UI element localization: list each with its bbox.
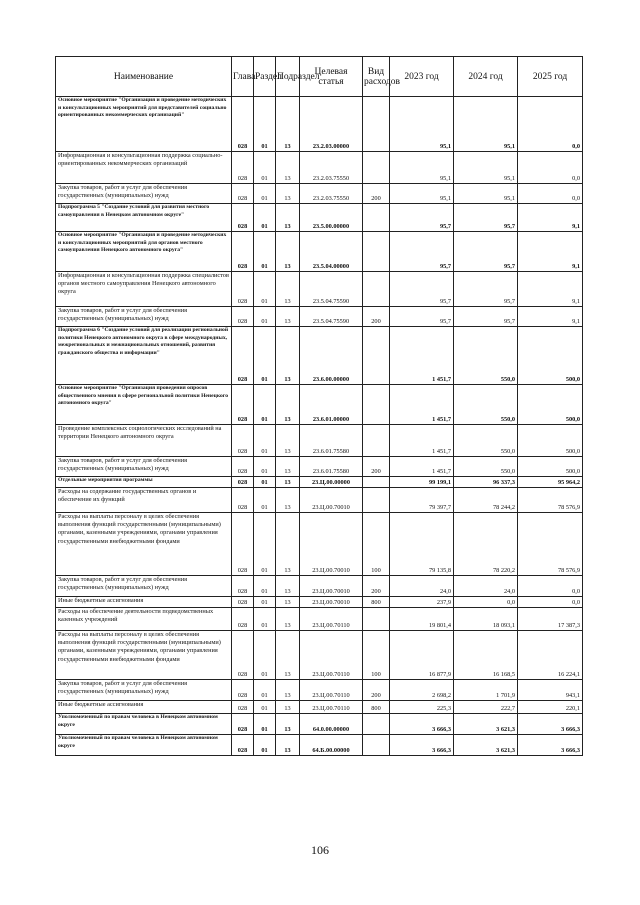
cell-statya: 23.5.04.75590 <box>300 272 363 307</box>
cell-2024: 550,0 <box>454 425 518 457</box>
cell-vid <box>363 204 390 232</box>
cell-glava: 028 <box>232 488 254 513</box>
cell-name: Расходы на выплаты персоналу в целях обеспечения выполнения функций государственными (муниципальными) органами, казенными учреждениями, органами управления государственными внебюджетными фондами <box>56 513 232 576</box>
table-row <box>56 608 583 631</box>
cell-name: Уполномоченный по правам человека в Ненецком автономном округе <box>56 714 232 735</box>
cell-podrazdel: 13 <box>276 488 300 513</box>
cell-2023: 1 451,7 <box>390 327 454 385</box>
cell-statya: 23.2.03.00000 <box>300 97 363 152</box>
page-number: 106 <box>311 843 329 857</box>
cell-statya: 23.6.00.00000 <box>300 327 363 385</box>
table-row <box>56 152 583 184</box>
cell-2023: 79 397,7 <box>390 488 454 513</box>
cell-2023: 1 451,7 <box>390 385 454 425</box>
cell-name: Закупка товаров, работ и услуг для обеспечения государственных (муниципальных) нужд <box>56 307 232 327</box>
cell-vid <box>363 327 390 385</box>
cell-glava: 028 <box>232 152 254 184</box>
cell-razdel: 01 <box>254 385 276 425</box>
cell-2023: 79 135,8 <box>390 513 454 576</box>
cell-glava: 028 <box>232 232 254 272</box>
cell-podrazdel: 13 <box>276 608 300 631</box>
cell-2025: 17 387,3 <box>518 608 583 631</box>
cell-2024: 1 701,9 <box>454 680 518 701</box>
cell-2025: 9,1 <box>518 204 583 232</box>
cell-2024: 95,1 <box>454 152 518 184</box>
cell-2024: 550,0 <box>454 457 518 477</box>
cell-glava: 028 <box>232 425 254 457</box>
table-row <box>56 385 583 425</box>
cell-2025: 0,0 <box>518 184 583 204</box>
cell-glava: 028 <box>232 97 254 152</box>
cell-podrazdel: 13 <box>276 152 300 184</box>
cell-glava: 028 <box>232 272 254 307</box>
cell-statya: 23.Ц.00.70010 <box>300 488 363 513</box>
cell-2025: 500,0 <box>518 457 583 477</box>
cell-podrazdel: 13 <box>276 631 300 680</box>
cell-vid <box>363 232 390 272</box>
cell-vid: 800 <box>363 701 390 714</box>
cell-2025: 3 666,3 <box>518 714 583 735</box>
cell-statya: 23.6.01.00000 <box>300 385 363 425</box>
table-row <box>56 701 583 714</box>
cell-2023: 19 801,4 <box>390 608 454 631</box>
header-glava: Глава <box>232 57 254 97</box>
cell-name: Подпрограмма 6 "Создание условий для реализации региональной политики Ненецкого автономного округа в сфере международных, межрегиональных и межнациональных отношений, развития гражданского общества и информации" <box>56 327 232 385</box>
cell-2023: 225,3 <box>390 701 454 714</box>
budget-table <box>55 56 583 756</box>
cell-podrazdel: 13 <box>276 513 300 576</box>
cell-razdel: 01 <box>254 576 276 597</box>
cell-2024: 3 621,3 <box>454 714 518 735</box>
cell-glava: 028 <box>232 701 254 714</box>
cell-2025: 0,0 <box>518 576 583 597</box>
cell-2024: 95,7 <box>454 307 518 327</box>
cell-name: Закупка товаров, работ и услуг для обеспечения государственных (муниципальных) нужд <box>56 680 232 701</box>
cell-razdel: 01 <box>254 513 276 576</box>
cell-razdel: 01 <box>254 152 276 184</box>
table-row <box>56 714 583 735</box>
cell-2024: 222,7 <box>454 701 518 714</box>
table-row <box>56 307 583 327</box>
cell-name: Основное мероприятие "Организация и проведение методических и консультационных мероприятий для представителей социально ориентированных некоммерческих организаций" <box>56 97 232 152</box>
cell-podrazdel: 13 <box>276 97 300 152</box>
cell-name: Уполномоченный по правам человека в Ненецком автономном округе <box>56 735 232 756</box>
cell-2024: 24,0 <box>454 576 518 597</box>
cell-razdel: 01 <box>254 714 276 735</box>
cell-2025: 0,0 <box>518 597 583 608</box>
cell-name: Подпрограмма 5 "Создание условий для развития местного самоуправления в Ненецком автономном округе" <box>56 204 232 232</box>
cell-2025: 0,0 <box>518 152 583 184</box>
header-razdel: Раздел <box>254 57 276 97</box>
cell-glava: 028 <box>232 597 254 608</box>
cell-2025: 500,0 <box>518 385 583 425</box>
cell-podrazdel: 13 <box>276 680 300 701</box>
cell-statya: 23.5.00.00000 <box>300 204 363 232</box>
cell-name: Расходы на содержание государственных органов и обеспечение их функций <box>56 488 232 513</box>
cell-statya: 23.Ц.00.70010 <box>300 513 363 576</box>
cell-2025: 943,1 <box>518 680 583 701</box>
cell-2024: 95,1 <box>454 184 518 204</box>
cell-razdel: 01 <box>254 735 276 756</box>
cell-2024: 0,0 <box>454 597 518 608</box>
cell-2024: 550,0 <box>454 327 518 385</box>
cell-2023: 95,7 <box>390 232 454 272</box>
header-2024: 2024 год <box>454 57 518 97</box>
cell-2025: 16 224,1 <box>518 631 583 680</box>
cell-vid <box>363 425 390 457</box>
cell-vid <box>363 97 390 152</box>
cell-podrazdel: 13 <box>276 701 300 714</box>
cell-name: Информационная и консультационная поддержка специалистов органов местного самоуправления Ненецкого автономного округа <box>56 272 232 307</box>
cell-name: Расходы на обеспечение деятельности подведомственных казенных учреждений <box>56 608 232 631</box>
table-row <box>56 576 583 597</box>
cell-2024: 16 168,5 <box>454 631 518 680</box>
cell-2024: 95,7 <box>454 204 518 232</box>
cell-2025: 78 576,9 <box>518 488 583 513</box>
cell-vid <box>363 488 390 513</box>
cell-2025: 500,0 <box>518 327 583 385</box>
cell-statya: 23.Ц.00.70010 <box>300 597 363 608</box>
cell-name: Иные бюджетные ассигнования <box>56 701 232 714</box>
cell-2023: 95,7 <box>390 204 454 232</box>
cell-razdel: 01 <box>254 597 276 608</box>
cell-2023: 95,7 <box>390 272 454 307</box>
cell-glava: 028 <box>232 184 254 204</box>
cell-razdel: 01 <box>254 97 276 152</box>
cell-2025: 500,0 <box>518 425 583 457</box>
cell-2024: 3 621,3 <box>454 735 518 756</box>
table-row <box>56 457 583 477</box>
cell-2023: 24,0 <box>390 576 454 597</box>
cell-2023: 2 698,2 <box>390 680 454 701</box>
cell-razdel: 01 <box>254 184 276 204</box>
cell-statya: 23.2.03.75550 <box>300 184 363 204</box>
table-row <box>56 513 583 576</box>
cell-razdel: 01 <box>254 272 276 307</box>
cell-statya: 23.6.01.75580 <box>300 425 363 457</box>
header-name: Наименование <box>56 57 232 97</box>
cell-2025: 220,1 <box>518 701 583 714</box>
cell-vid: 200 <box>363 576 390 597</box>
table-row <box>56 232 583 272</box>
cell-2024: 96 337,3 <box>454 477 518 488</box>
cell-razdel: 01 <box>254 425 276 457</box>
cell-statya: 64.Б.00.00000 <box>300 735 363 756</box>
cell-podrazdel: 13 <box>276 457 300 477</box>
cell-vid: 200 <box>363 457 390 477</box>
cell-2025: 0,0 <box>518 97 583 152</box>
cell-name: Закупка товаров, работ и услуг для обеспечения государственных (муниципальных) нужд <box>56 184 232 204</box>
cell-2024: 95,7 <box>454 232 518 272</box>
cell-2023: 95,7 <box>390 307 454 327</box>
table-row <box>56 477 583 488</box>
cell-2024: 95,7 <box>454 272 518 307</box>
cell-podrazdel: 13 <box>276 735 300 756</box>
cell-name: Закупка товаров, работ и услуг для обеспечения государственных (муниципальных) нужд <box>56 576 232 597</box>
cell-vid <box>363 735 390 756</box>
cell-statya: 64.0.00.00000 <box>300 714 363 735</box>
cell-razdel: 01 <box>254 488 276 513</box>
cell-statya: 23.5.04.75590 <box>300 307 363 327</box>
table-row <box>56 327 583 385</box>
cell-2023: 95,1 <box>390 97 454 152</box>
cell-name: Иные бюджетные ассигнования <box>56 597 232 608</box>
cell-razdel: 01 <box>254 631 276 680</box>
cell-2025: 3 666,3 <box>518 735 583 756</box>
cell-glava: 028 <box>232 307 254 327</box>
header-podrazdel: Подраздел <box>276 57 300 97</box>
cell-vid: 100 <box>363 631 390 680</box>
cell-glava: 028 <box>232 513 254 576</box>
cell-razdel: 01 <box>254 608 276 631</box>
cell-name: Информационная и консультационная поддержка социально-ориентированных некоммерческих организаций <box>56 152 232 184</box>
cell-podrazdel: 13 <box>276 385 300 425</box>
cell-razdel: 01 <box>254 232 276 272</box>
table-row <box>56 97 583 152</box>
table-body <box>56 97 583 756</box>
table-row <box>56 631 583 680</box>
cell-glava: 028 <box>232 735 254 756</box>
cell-statya: 23.Ц.00.70110 <box>300 631 363 680</box>
cell-vid <box>363 272 390 307</box>
cell-statya: 23.Ц.00.70010 <box>300 576 363 597</box>
cell-razdel: 01 <box>254 457 276 477</box>
cell-podrazdel: 13 <box>276 714 300 735</box>
cell-2024: 95,1 <box>454 97 518 152</box>
cell-name: Расходы на выплаты персоналу в целях обеспечения выполнения функций государственными (муниципальными) органами, казенными учреждениями, органами управления государственными внебюджетными фондами <box>56 631 232 680</box>
header-2025: 2025 год <box>518 57 583 97</box>
cell-2023: 95,1 <box>390 152 454 184</box>
cell-name: Проведение комплексных социологических исследований на территории Ненецкого автономного округа <box>56 425 232 457</box>
table-row <box>56 425 583 457</box>
cell-glava: 028 <box>232 680 254 701</box>
table-row <box>56 184 583 204</box>
cell-glava: 028 <box>232 457 254 477</box>
cell-statya: 23.Ц.00.70110 <box>300 608 363 631</box>
cell-vid <box>363 152 390 184</box>
cell-podrazdel: 13 <box>276 425 300 457</box>
cell-2023: 16 877,9 <box>390 631 454 680</box>
cell-statya: 23.6.01.75580 <box>300 457 363 477</box>
table-header-row <box>56 57 583 97</box>
header-2023: 2023 год <box>390 57 454 97</box>
cell-glava: 028 <box>232 576 254 597</box>
cell-2024: 78 244,2 <box>454 488 518 513</box>
cell-2025: 78 576,9 <box>518 513 583 576</box>
cell-2025: 9,1 <box>518 272 583 307</box>
cell-podrazdel: 13 <box>276 307 300 327</box>
cell-vid <box>363 608 390 631</box>
cell-2025: 95 964,2 <box>518 477 583 488</box>
header-vid: Вид расходов <box>363 57 390 97</box>
cell-razdel: 01 <box>254 204 276 232</box>
header-statya: Целевая статья <box>300 57 363 97</box>
cell-vid <box>363 714 390 735</box>
table-row <box>56 597 583 608</box>
cell-razdel: 01 <box>254 680 276 701</box>
cell-statya: 23.Ц.00.00000 <box>300 477 363 488</box>
cell-podrazdel: 13 <box>276 597 300 608</box>
cell-2023: 3 666,3 <box>390 714 454 735</box>
cell-statya: 23.5.04.00000 <box>300 232 363 272</box>
cell-2024: 18 093,1 <box>454 608 518 631</box>
cell-vid: 200 <box>363 680 390 701</box>
cell-2023: 99 199,1 <box>390 477 454 488</box>
cell-razdel: 01 <box>254 701 276 714</box>
cell-podrazdel: 13 <box>276 204 300 232</box>
cell-2023: 3 666,3 <box>390 735 454 756</box>
cell-podrazdel: 13 <box>276 232 300 272</box>
cell-name: Основное мероприятие "Организация и проведение методических и консультационных мероприятий для органов местного самоуправления Ненецкого автономного округа" <box>56 232 232 272</box>
cell-razdel: 01 <box>254 477 276 488</box>
cell-glava: 028 <box>232 327 254 385</box>
table-row <box>56 272 583 307</box>
cell-2025: 9,1 <box>518 307 583 327</box>
cell-vid: 100 <box>363 513 390 576</box>
cell-vid: 800 <box>363 597 390 608</box>
cell-vid: 200 <box>363 307 390 327</box>
cell-statya: 23.2.03.75550 <box>300 152 363 184</box>
cell-glava: 028 <box>232 631 254 680</box>
cell-razdel: 01 <box>254 327 276 385</box>
cell-glava: 028 <box>232 714 254 735</box>
cell-glava: 028 <box>232 204 254 232</box>
cell-glava: 028 <box>232 477 254 488</box>
cell-podrazdel: 13 <box>276 272 300 307</box>
cell-2024: 550,0 <box>454 385 518 425</box>
cell-vid <box>363 477 390 488</box>
cell-glava: 028 <box>232 608 254 631</box>
cell-2024: 78 220,2 <box>454 513 518 576</box>
cell-vid: 200 <box>363 184 390 204</box>
cell-name: Отдельные мероприятия программы <box>56 477 232 488</box>
cell-2023: 95,1 <box>390 184 454 204</box>
table-row <box>56 680 583 701</box>
cell-statya: 23.Ц.00.70110 <box>300 701 363 714</box>
cell-name: Закупка товаров, работ и услуг для обеспечения государственных (муниципальных) нужд <box>56 457 232 477</box>
cell-2023: 1 451,7 <box>390 425 454 457</box>
cell-vid <box>363 385 390 425</box>
cell-podrazdel: 13 <box>276 576 300 597</box>
cell-podrazdel: 13 <box>276 477 300 488</box>
cell-2023: 237,9 <box>390 597 454 608</box>
cell-2023: 1 451,7 <box>390 457 454 477</box>
cell-razdel: 01 <box>254 307 276 327</box>
table-row <box>56 735 583 756</box>
cell-2025: 9,1 <box>518 232 583 272</box>
cell-podrazdel: 13 <box>276 327 300 385</box>
cell-statya: 23.Ц.00.70110 <box>300 680 363 701</box>
table-row <box>56 488 583 513</box>
cell-glava: 028 <box>232 385 254 425</box>
cell-podrazdel: 13 <box>276 184 300 204</box>
table-row <box>56 204 583 232</box>
cell-name: Основное мероприятие "Организация проведения опросов общественного мнения в сфере региональной политики Ненецкого автономного округа" <box>56 385 232 425</box>
